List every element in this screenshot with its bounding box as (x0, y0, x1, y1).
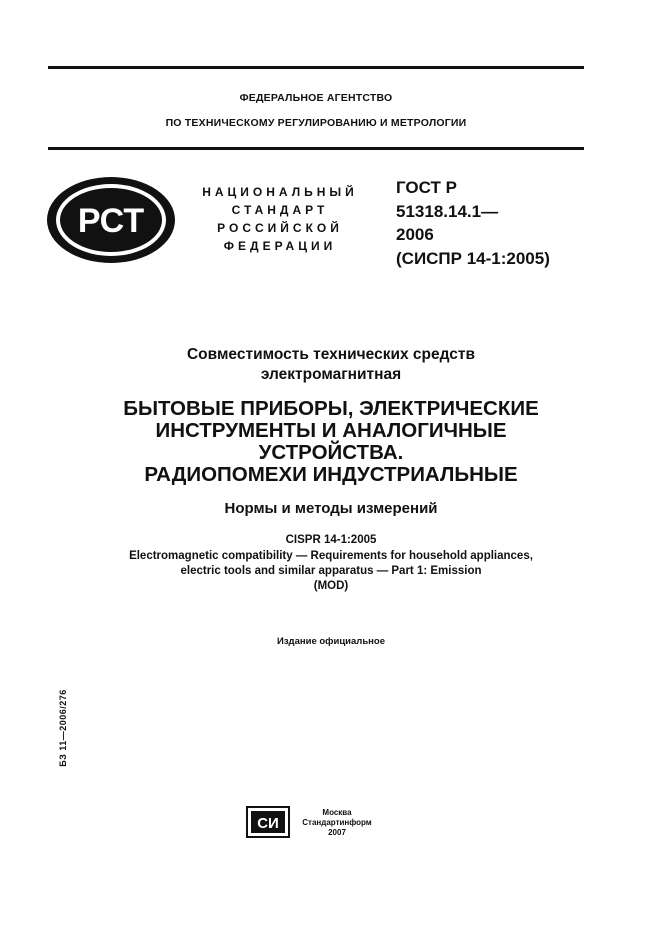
standartinform-logo-icon (246, 806, 290, 838)
main-title-line-2: ИНСТРУМЕНТЫ И АНАЛОГИЧНЫЕ (155, 419, 507, 442)
gost-line-3: 2006 (396, 225, 434, 244)
agency-line-1: ФЕДЕРАЛЬНОЕ АГЕНТСТВО (239, 92, 393, 104)
national-standard-label (186, 183, 374, 255)
english-title-line-2: electric tools and similar apparatus — Part 1: Emission (180, 565, 482, 577)
english-title-line-3: (MOD) (313, 580, 349, 592)
english-title-line-1: Electromagnetic compatibility — Requirements for household appliances, (129, 550, 533, 562)
emblem-text: РСТ (77, 202, 145, 240)
publisher-city: Москва (322, 808, 352, 817)
gost-line-2: 51318.14.1— (396, 201, 499, 221)
gost-r-emblem-icon (44, 174, 178, 266)
publisher-year: 2007 (328, 828, 346, 837)
side-code: БЗ 11—2006/276 (58, 689, 68, 767)
main-title-line-1: БЫТОВЫЕ ПРИБОРЫ, ЭЛЕКТРИЧЕСКИЕ (123, 397, 539, 420)
main-title-line-4: РАДИОПОМЕХИ ИНДУСТРИАЛЬНЫЕ (144, 463, 518, 486)
middle-rule (48, 147, 584, 150)
publisher-name: Стандартинформ (302, 818, 372, 827)
edition-label: Издание официальное (277, 636, 385, 647)
gost-line-1: ГОСТ Р (396, 178, 457, 197)
title-line-2: электромагнитная (260, 366, 402, 383)
gost-line-4: (СИСПР 14-1:2005) (396, 248, 550, 268)
national-standard-line-2: СТАНДАРТ (231, 203, 329, 217)
gost-designation (396, 176, 596, 270)
publisher-info (296, 808, 378, 838)
national-standard-line-1: НАЦИОНАЛЬНЫЙ (202, 185, 358, 199)
english-cispr: CISPR 14-1:2005 (285, 534, 377, 546)
norms-subtitle: Нормы и методы измерений (224, 500, 438, 517)
agency-line-2: ПО ТЕХНИЧЕСКОМУ РЕГУЛИРОВАНИЮ И МЕТРОЛОГИИ (165, 117, 467, 129)
national-standard-line-3: РОССИЙСКОЙ (217, 221, 343, 235)
national-standard-line-4: ФЕДЕРАЦИИ (223, 239, 337, 253)
title-line-1: Совместимость технических средств (186, 346, 476, 363)
top-rule (48, 66, 584, 69)
main-title-line-3: УСТРОЙСТВА. (258, 441, 404, 464)
publisher-logo-text: СИ (257, 815, 279, 832)
